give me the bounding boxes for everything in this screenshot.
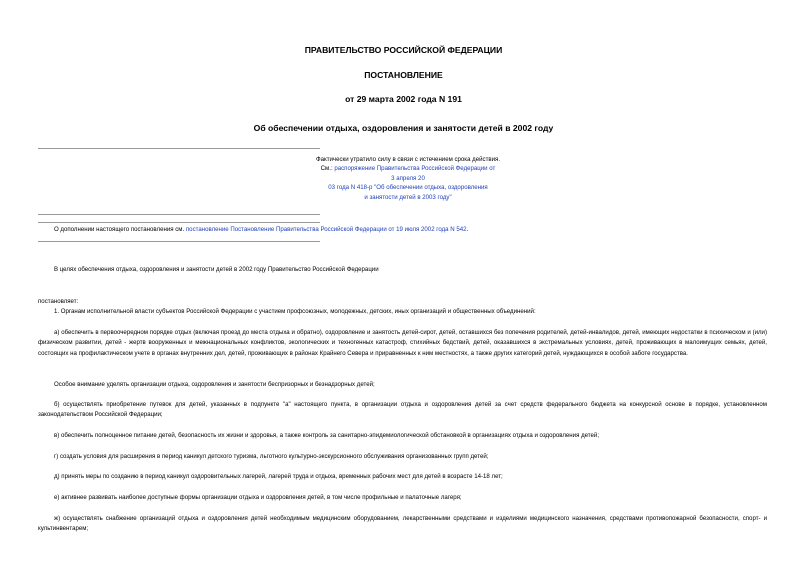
status-notice-text: Фактически утратило силу в связи с истечением срока действия. <box>315 156 501 163</box>
divider-notice-bottom <box>38 214 320 215</box>
see-also-link-part-3[interactable]: 03 года N 418-р "Об обеспечении отдыха, оздоровления <box>328 184 488 192</box>
document-type-heading: ПОСТАНОВЛЕНИЕ <box>364 70 443 80</box>
government-heading: ПРАВИТЕЛЬСТВО РОССИЙСКОЙ ФЕДЕРАЦИИ <box>304 45 503 55</box>
item-1: 1. Органам исполнительной власти субъектов Российской Федерации с участием профсоюзных, молодежных, детских, иных организаций и общественных объединений: <box>54 308 536 315</box>
preamble: В целях обеспечения отдыха, оздоровления и занятости детей в 2002 году Правительство Российской Федерации <box>54 266 379 273</box>
item-g: г) создать условия для расширения в период каникул детского туризма, льготного культурно-экскурсионного обслуживания организованных групп детей; <box>54 453 489 460</box>
see-also-link-part-4[interactable]: и занятости детей в 2003 году" <box>364 193 452 201</box>
amendment-note <box>54 225 774 235</box>
special-attention: Особое внимание уделять организации отдыха, оздоровления и занятости беспризорных и безнадзорных детей; <box>54 381 375 388</box>
amendment-link[interactable]: постановление Постановление Правительства Российской Федерации от 19 июля 2002 года N 542 <box>185 226 467 233</box>
item-d: д) принять меры по созданию в период каникул оздоровительных лагерей, лагерей труда и отдыха, временных рабочих мест для детей в возрасте 14-18 лет; <box>54 473 503 480</box>
document-title: Об обеспечении отдыха, оздоровления и занятости детей в 2002 году <box>253 123 554 133</box>
decides: постановляет: <box>38 298 79 305</box>
item-e: е) активнее развивать наиболее доступные формы организации отдыха и оздоровления детей, в том числе профильные и палаточные лагеря; <box>54 494 462 501</box>
divider-amendment-bottom <box>38 241 320 242</box>
item-zh: ж) осуществлять снабжение организаций отдыха и оздоровления детей необходимым медицинским оборудованием, лекарственными средствами и изделиями медицинского назначения, средствами противопожарной безопасности, спорт- и культинвентарем; <box>38 515 767 533</box>
item-b: б) осуществлять приобретение путевок для детей, указанных в подпункте "а" настоящего пункта, в организации отдыха и оздоровления детей за счет средств федерального бюджета на конкурсной основе в порядке, установленном законодательством Российской Федерации; <box>38 401 767 419</box>
divider-amendment-top <box>38 222 320 223</box>
see-also-link-part-1[interactable]: распоряжение Правительства Российской Федерации от <box>334 165 496 173</box>
divider-top <box>38 148 320 149</box>
item-a: а) обеспечить в первоочередном порядке отдых (включая проезд до места отдыха и обратно), оздоровление и занятость детей-сирот, детей, оставшихся без попечения родителей, детей-инвалидов, детей, имеющих недостатки в психическом и (или) физическом развитии, детей - жертв вооруженных и межнациональных конфликтов, экологических и техногенных катастроф, стихийных бедствий, детей, оказавшихся в экстремальных условиях, детей, проживающих в малоимущих семьях, детей, состоящих на профилактическом учете в органах внутренних дел, детей, проживающих в районах Крайнего Севера и приравненных к ним местностях, а также других категорий детей, нуждающихся в особой заботе государства. <box>38 329 767 357</box>
amendment-suffix: . <box>466 226 469 233</box>
see-also-link-part-2[interactable]: 3 апреля 20 <box>391 174 425 182</box>
document-date-number: от 29 марта 2002 года N 191 <box>345 94 462 104</box>
amendment-prefix: О дополнении настоящего постановления см. <box>54 226 185 233</box>
status-notice <box>208 155 608 202</box>
see-also-prefix: См.: <box>320 165 333 173</box>
item-v: в) обеспечить полноценное питание детей, безопасность их жизни и здоровья, а также контроль за санитарно-эпидемиологической обстановкой в организациях отдыха и оздоровления детей; <box>54 432 600 439</box>
